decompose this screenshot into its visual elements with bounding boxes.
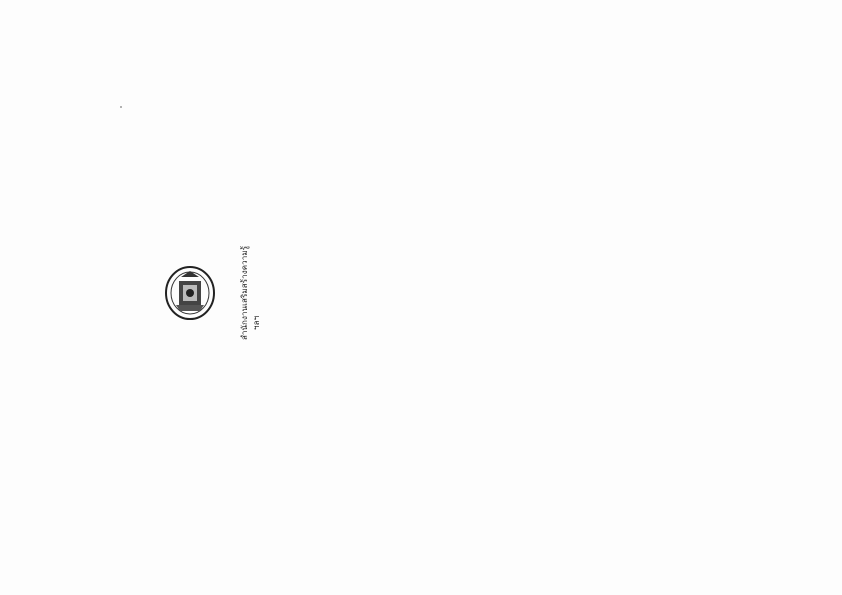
garuda-seal-icon [164, 265, 216, 321]
agency-line-1: สำนักงานเสริมสร้างความรู้ [240, 245, 249, 340]
scan-speck [120, 106, 122, 108]
agency-line-2: ฯลฯ [252, 315, 261, 330]
